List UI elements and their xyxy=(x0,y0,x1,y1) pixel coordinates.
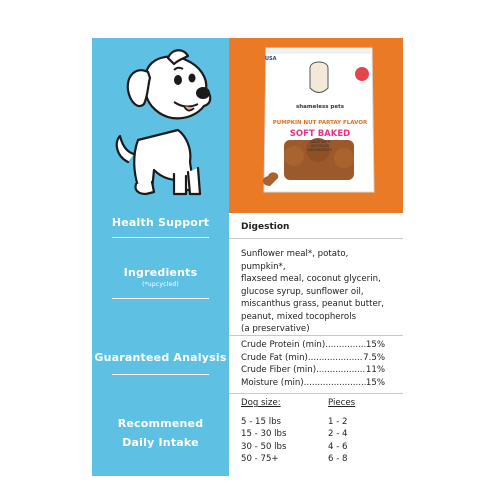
label-divider xyxy=(112,237,209,238)
label-ingredients-text: Ingredients xyxy=(123,266,198,279)
intake-row: 30 - 50 lbs 4 - 6 xyxy=(241,441,348,452)
ingredients-line: (a preservative) xyxy=(241,324,310,334)
label-ingredients-sub: (*upcycled) xyxy=(142,281,179,288)
ingredients-line: peanut, mixed tocopherols xyxy=(241,311,357,322)
analysis-table xyxy=(241,339,385,389)
intake-table xyxy=(241,397,378,466)
intake-col-dog-size: Dog size: xyxy=(241,398,281,408)
intake-row: 50 - 75+ 6 - 8 xyxy=(241,454,348,464)
intake-col-pieces: Pieces xyxy=(328,398,356,408)
ingredients-line: flaxseed meal, coconut glycerin, xyxy=(241,274,381,284)
label-divider xyxy=(112,298,209,299)
label-recommended-intake-2: Daily Intake xyxy=(122,436,199,449)
package-style: SOFT BAKED xyxy=(289,129,351,139)
ingredients-line: glucose syrup, sunflower oil, xyxy=(241,286,364,297)
package-flavor: PUMPKIN NUT PARTAY FLAVOR xyxy=(272,120,368,126)
ingredients-list xyxy=(241,248,391,336)
label-guaranteed-analysis: Guaranteed Analysis xyxy=(94,351,227,364)
ingredients-line: Sunflower meal*, potato, pumpkin*, xyxy=(241,249,349,272)
analysis-row: Crude Fiber (min) ..... 11% xyxy=(241,364,385,377)
health-support-value: Digestion xyxy=(241,222,290,232)
ingredients-line: miscanthus grass, peanut butter, xyxy=(241,299,385,309)
package-usa-badge: USA xyxy=(265,56,277,62)
analysis-row: Moisture (min) ..... 15% xyxy=(241,377,385,390)
label-ingredients xyxy=(92,266,229,288)
label-health-support: Health Support xyxy=(111,216,210,229)
label-divider xyxy=(112,374,209,375)
analysis-row: Crude Protein (min) ..... 15% xyxy=(241,339,385,352)
dog-illustration xyxy=(108,44,218,204)
label-recommended-intake-1: Recommened xyxy=(117,417,204,430)
analysis-row: Crude Fat (min) ..... 7.5% xyxy=(241,352,385,365)
package-brand: shameless pets xyxy=(295,104,344,110)
intake-row: 15 - 30 lbs 2 - 4 xyxy=(241,429,348,439)
intake-header xyxy=(241,397,378,410)
package-upcycled-badge: MADE WITH UPCYCLED INGREDIENTS xyxy=(308,140,332,152)
intake-row: 5 - 15 lbs 1 - 2 xyxy=(241,416,348,427)
